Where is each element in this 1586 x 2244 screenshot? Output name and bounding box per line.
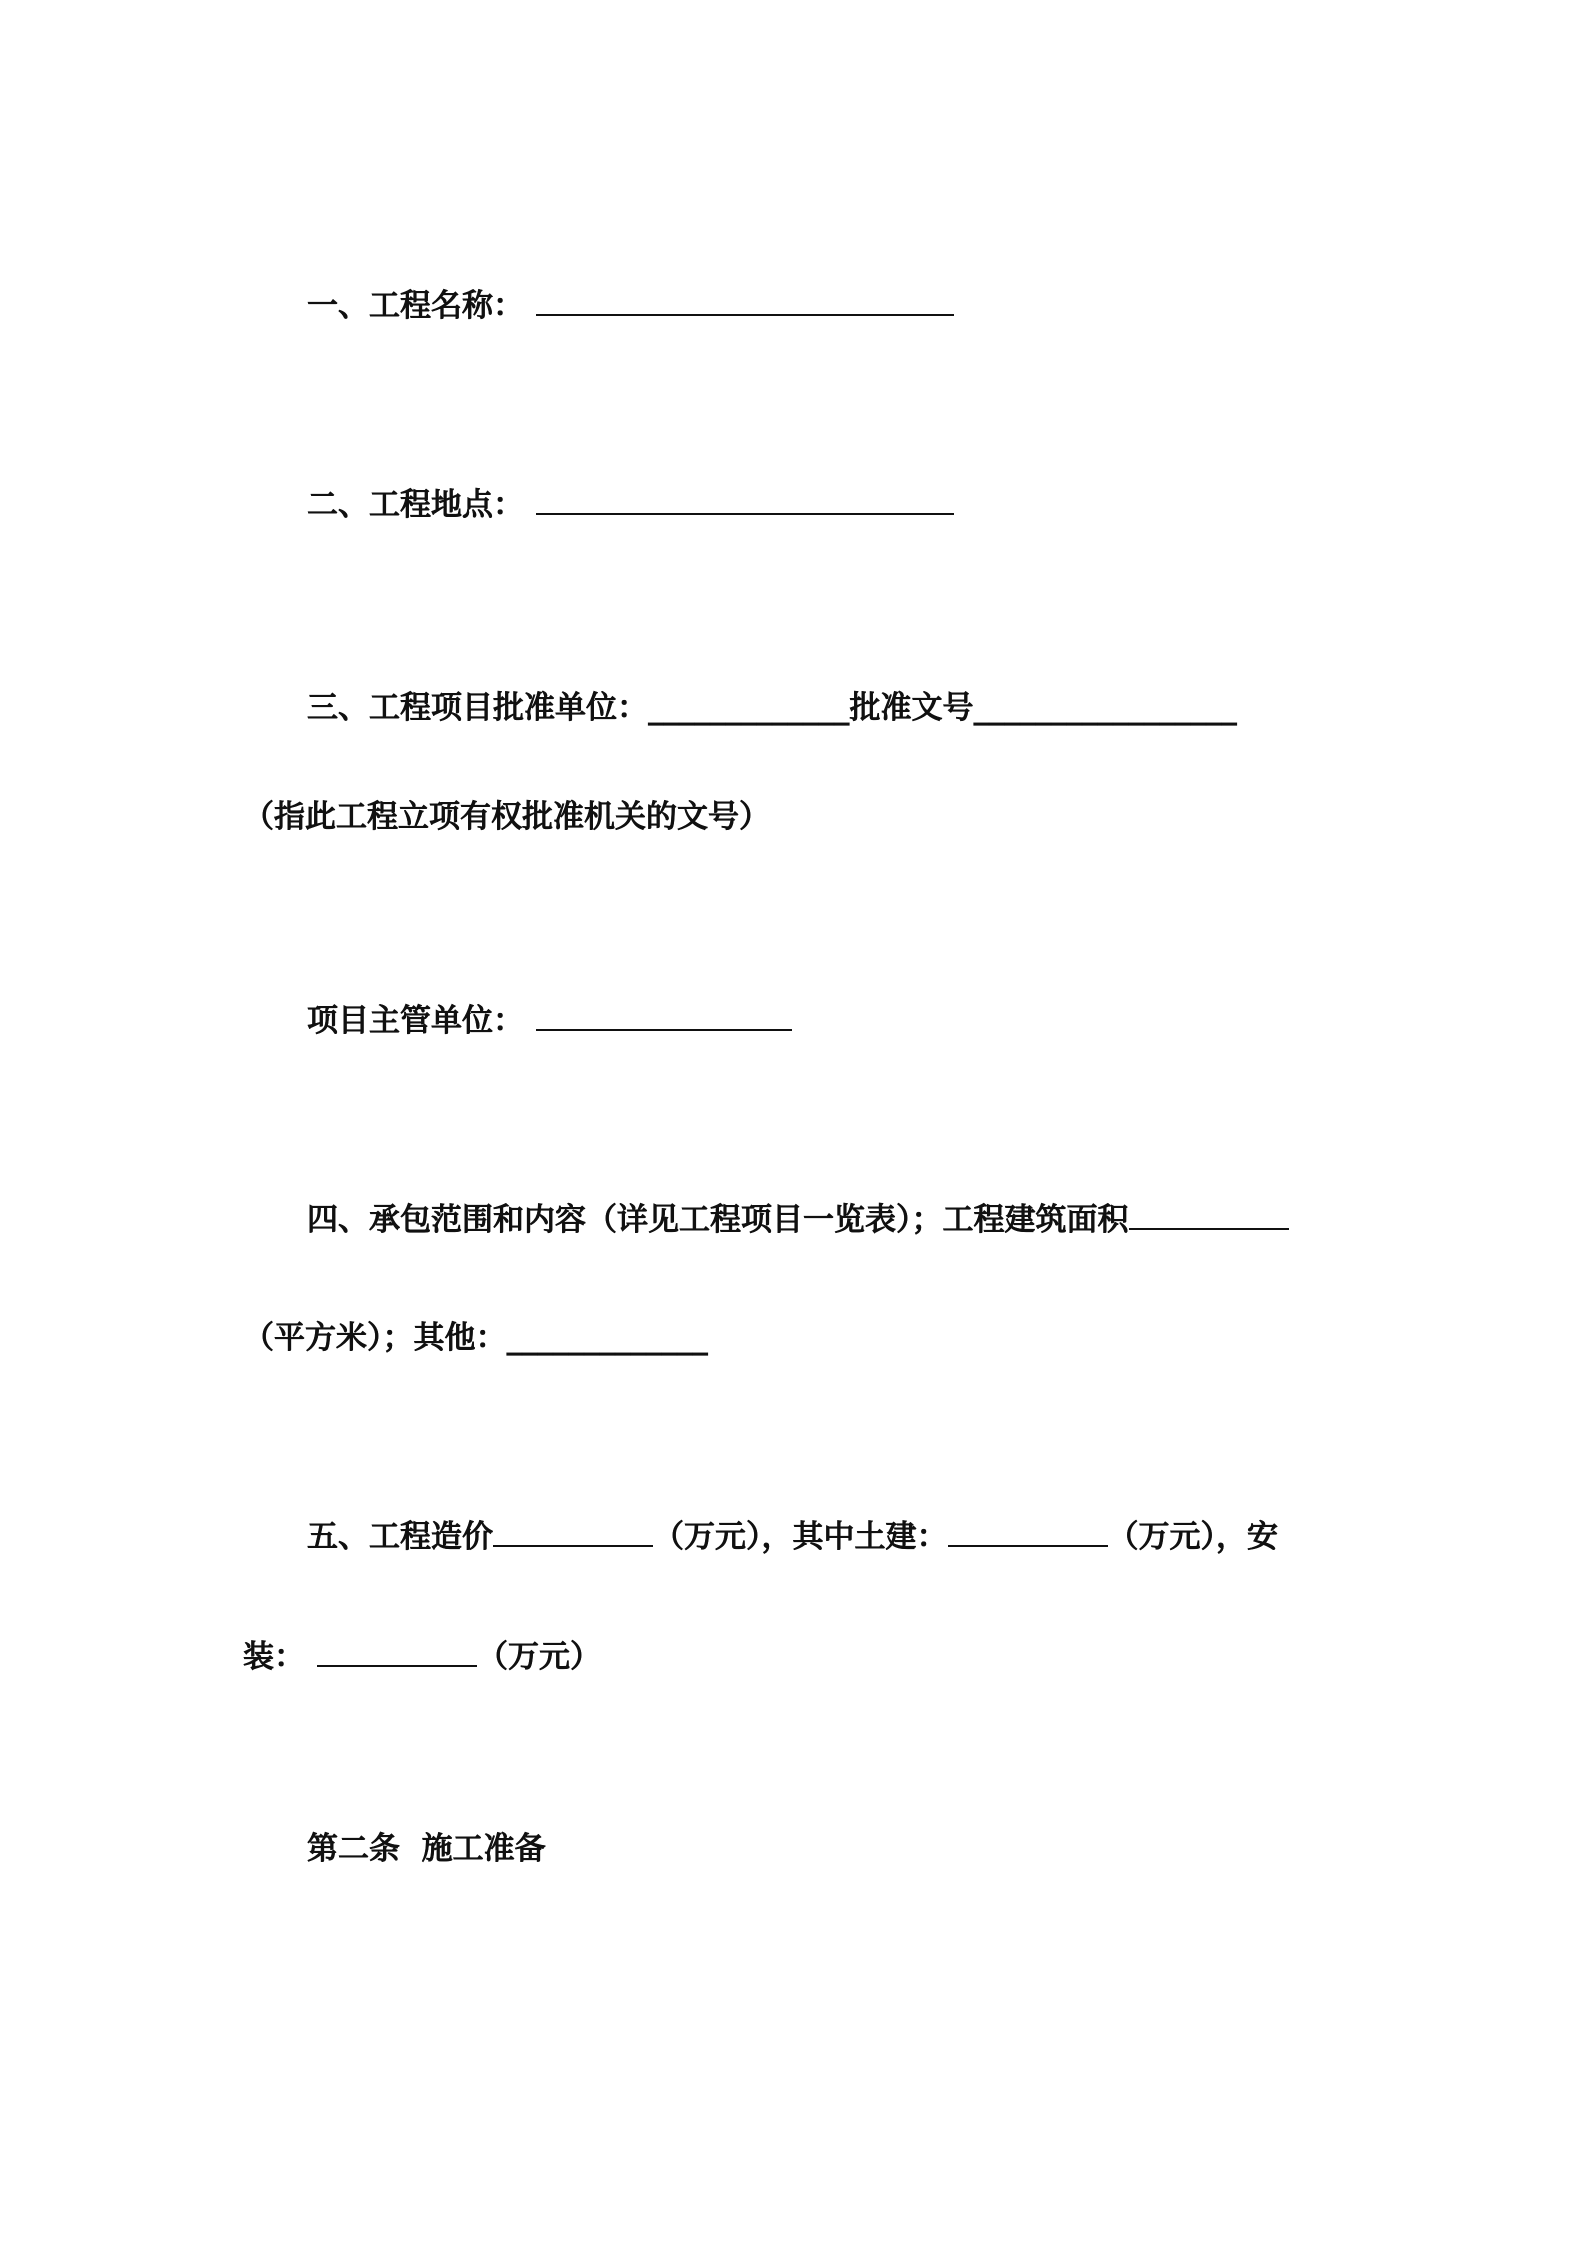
approval-number-label: 批准文号 bbox=[849, 690, 974, 726]
item-supervising-unit bbox=[307, 997, 792, 1041]
item-scope-continued bbox=[243, 1318, 708, 1358]
item-approval-unit bbox=[307, 688, 1237, 728]
item-scope bbox=[307, 1196, 1289, 1240]
project-cost-blank[interactable] bbox=[493, 1513, 653, 1547]
item-project-cost-continued bbox=[243, 1633, 601, 1677]
project-location-blank[interactable] bbox=[536, 481, 954, 515]
approval-number-blank[interactable]: _________________ bbox=[973, 690, 1237, 726]
approval-unit-blank[interactable]: _____________ bbox=[648, 690, 850, 726]
article-2-title: 第二条 施工准备 bbox=[307, 1831, 546, 1867]
scope-continued-text: （平方米）；其他： bbox=[243, 1320, 507, 1356]
item-project-name bbox=[307, 282, 954, 326]
installation-blank[interactable] bbox=[317, 1633, 477, 1667]
project-cost-label: 五、工程造价 bbox=[307, 1519, 493, 1555]
scope-text: 四、承包范围和内容（详见工程项目一览表）；工程建筑面积 bbox=[307, 1202, 1129, 1238]
civil-works-blank[interactable] bbox=[948, 1513, 1108, 1547]
project-name-blank[interactable] bbox=[536, 282, 954, 316]
other-blank[interactable]: _____________ bbox=[506, 1320, 708, 1356]
project-name-label: 一、工程名称： bbox=[307, 288, 524, 324]
item-project-cost bbox=[307, 1513, 1278, 1557]
supervising-unit-label: 项目主管单位： bbox=[307, 1003, 524, 1039]
installation-unit: （万元） bbox=[477, 1639, 601, 1675]
item-project-location bbox=[307, 481, 954, 525]
building-area-blank[interactable] bbox=[1129, 1196, 1289, 1230]
project-location-label: 二、工程地点： bbox=[307, 487, 524, 523]
approval-unit-label: 三、工程项目批准单位： bbox=[307, 690, 648, 726]
installation-label: （万元），安 bbox=[1107, 1519, 1278, 1555]
installation-continued-label: 装： bbox=[243, 1639, 305, 1675]
supervising-unit-blank[interactable] bbox=[536, 997, 792, 1031]
civil-works-label: （万元），其中土建： bbox=[653, 1519, 948, 1555]
approval-note: （指此工程立项有权批准机关的文号） bbox=[243, 799, 770, 835]
